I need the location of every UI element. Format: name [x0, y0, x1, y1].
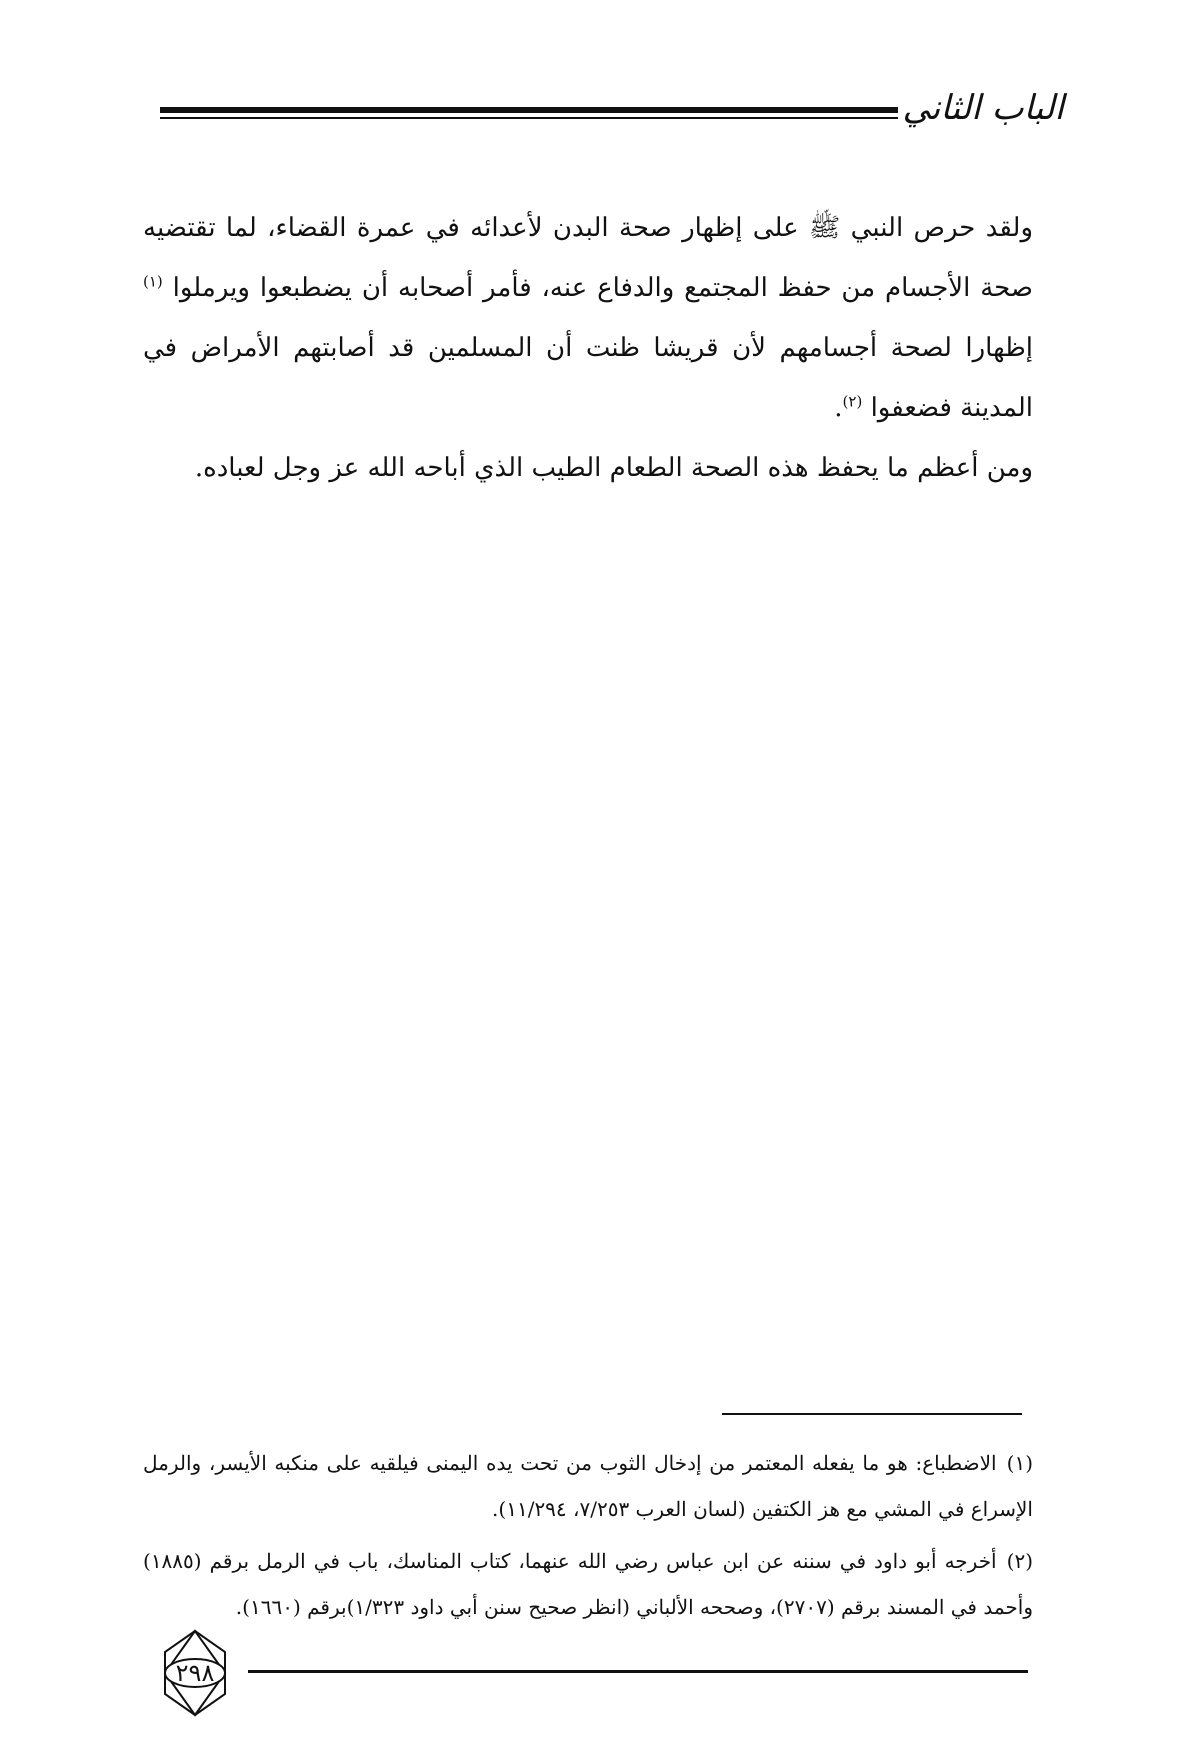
footer-rule: [248, 1670, 1028, 1673]
footnote-1: [143, 1440, 1033, 1532]
footnote-2: [143, 1538, 1033, 1630]
paragraph-1-part-1: ولقد حرص النبي ﷺ على إظهار صحة البدن لأعدائه في عمرة القضاء، لما تقتضيه صحة الأجسام من حفظ المجتمع والدفاع عنه، فأمر أصحابه أن يضطبعوا ويرملوا: [143, 213, 1033, 303]
header-rule-thin: [160, 117, 898, 119]
footnotes: [143, 1440, 1033, 1636]
main-text: [143, 198, 1033, 498]
footnote-2-text: أخرجه أبو داود في سننه عن ابن عباس رضي الله عنهما، كتاب المناسك، باب في الرمل برقم (١٨٨٥) وأحمد في المسند برقم (٢٧٠٧)، وصححه الألباني (انظر صحيح سنن أبي داود ١/٣٢٣)برقم (١٦٦٠).: [143, 1549, 1033, 1619]
paragraph-1-end: .: [834, 393, 843, 423]
footnote-2-number: (٢): [1006, 1549, 1033, 1573]
paragraph-2: ومن أعظم ما يحفظ هذه الصحة الطعام الطيب الذي أباحه الله عز وجل لعباده.: [194, 453, 1033, 483]
footnote-ref-2[interactable]: (٢): [842, 392, 863, 411]
footnote-1-text: الاضطباع: هو ما يفعله المعتمر من إدخال الثوب من تحت يده اليمنى فيلقيه على منكبه الأيسر، والرمل الإسراع في المشي مع هز الكتفين (لسان العرب ٧/٢٥٣، ١١/٢٩٤).: [143, 1451, 1033, 1521]
paragraph-1: [143, 198, 1033, 438]
footnote-1-number: (١): [1006, 1451, 1033, 1475]
footnote-ref-1[interactable]: (١): [143, 272, 163, 291]
footnote-separator: [722, 1413, 1022, 1415]
page-number: ٢٩٨: [175, 1659, 215, 1687]
paragraph-1-part-2: إظهارا لصحة أجسامهم لأن قريشا ظنت أن المسلمين قد أصابتهم الأمراض في المدينة فضعفوا: [143, 333, 1033, 423]
chapter-title: الباب الثاني: [902, 88, 1064, 128]
header-rule-thick: [160, 107, 898, 113]
